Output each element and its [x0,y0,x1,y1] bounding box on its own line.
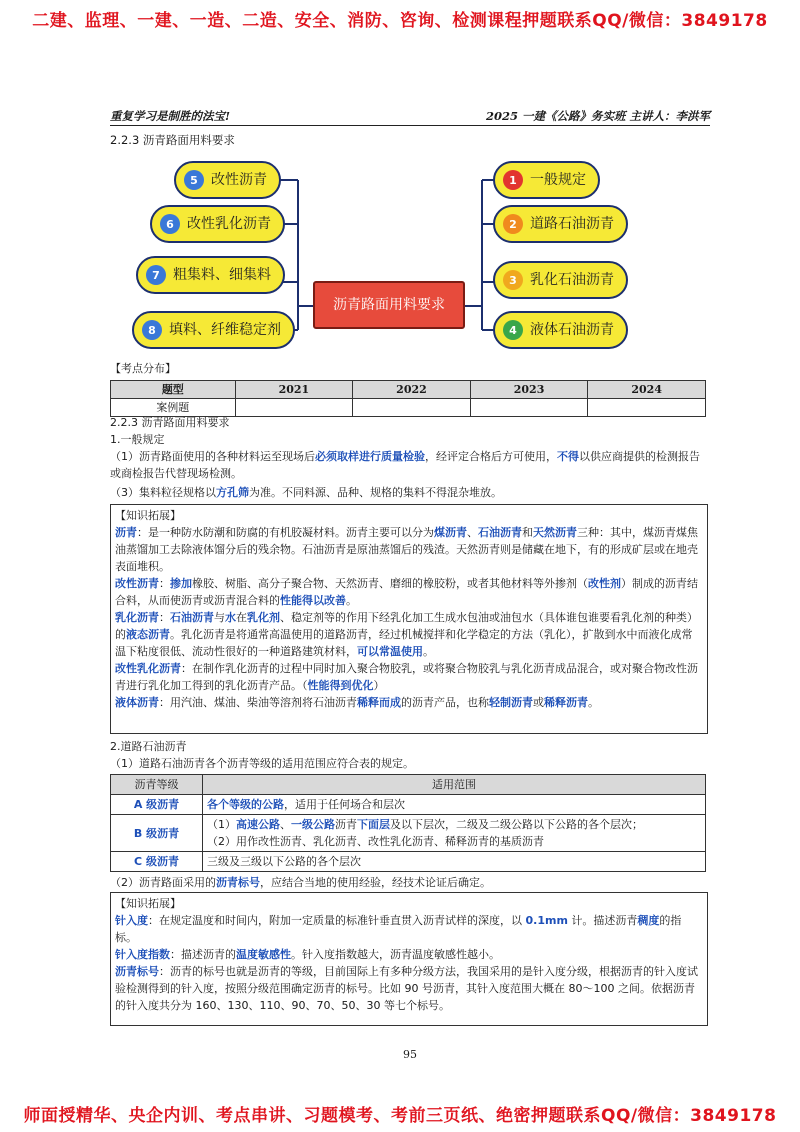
knowledge-box: 【知识拓展】 沥青：是一种防水防潮和防腐的有机胶凝材料。沥青主要可以分为煤沥青、石油沥青和天然沥青三种：其中，煤沥青煤焦油蒸馏加工去除液体馏分后的残余物。石油沥青是原油蒸馏后的残渣。天然沥青则是储藏在地下，有的形成矿层或在地壳表面堆积。 改性沥青：掺加橡胶、树脂、高分子聚合物、天然沥青、磨细的橡胶粉，或者其他材料等外掺剂（改性剂）制成的沥青结合料，从而使沥青或沥青混合料的性能得以改善。 乳化沥青：石油沥青与水在乳化剂、稳定剂等的作用下经乳化加工生成水包油或油包水（具体谁包谁要看乳化剂的种类）的液态沥青。乳化沥青是将通常高温使用的道路沥青，经过机械搅拌和化学稳定的方法（乳化），扩散到水中而液化成常温下粘度很低、流动性很好的一种道路建筑材料，可以常温使用。 改性乳化沥青：在制作乳化沥青的过程中同时加入聚合物胶乳，或将聚合物胶乳与乳化沥青成品混合，或对聚合物改性沥青进行乳化加工得到的乳化沥青产品。（性能得到优化） 液体沥青：用汽油、煤油、柴油等溶剂将石油沥青稀释而成的沥青产品，也称轻制沥青或稀释沥青。 [110,504,708,734]
number-badge-icon: 5 [184,170,204,190]
paragraph: 乳化沥青：石油沥青与水在乳化剂、稳定剂等的作用下经乳化加工生成水包油或油包水（具体谁包谁要看乳化剂的种类）的液态沥青。乳化沥青是将通常高温使用的道路沥青，经过机械搅拌和化学稳定的方法（乳化），扩散到水中而液化成常温下粘度很低、流动性很好的一种道路建筑材料，可以常温使用。 [115,611,698,658]
table-row: C 级沥青 三级及三级以下公路的各个层次 [111,852,706,872]
mindmap-node-3: 3 乳化石油沥青 [493,261,628,299]
paragraph: 沥青：是一种防水防潮和防腐的有机胶凝材料。沥青主要可以分为煤沥青、石油沥青和天然沥青三种：其中，煤沥青煤焦油蒸馏加工去除液体馏分后的残余物。石油沥青是原油蒸馏后的残渣。天然沥青则是储藏在地下，有的形成矿层或在地壳表面堆积。 [115,526,698,573]
mindmap-node-5: 5 改性沥青 [174,161,281,199]
number-badge-icon: 8 [142,320,162,340]
table-row: 案例题 [111,399,706,417]
exam-distribution-table [110,380,706,417]
asphalt-grade-table [110,774,706,872]
number-badge-icon: 7 [146,265,166,285]
paragraph: 液体沥青：用汽油、煤油、柴油等溶剂将石油沥青稀释而成的沥青产品，也称轻制沥青或稀释沥青。 [115,696,599,709]
number-badge-icon: 1 [503,170,523,190]
top-ad-banner: 二建、监理、一建、一造、二造、安全、消防、咨询、检测课程押题联系QQ/微信：3849178 [32,11,768,31]
distribution-title: 【考点分布】 [110,362,176,375]
paragraph: 沥青标号：沥青的标号也就是沥青的等级，目前国际上有多种分级方法，我国采用的是针入度分级，根据沥青的针入度试验检测得到的针入度，按照分级范围确定沥青的标号。比如 90 号沥青，其针入度范围大概在 80～100 之间。依据沥青的针入度共分为 160、130、110、90、70、50、30 等七个标号。 [115,965,698,1012]
number-badge-icon: 3 [503,270,523,290]
sub-title: 2.2.3 沥青路面用料要求 [110,416,230,429]
paragraph: （3）集料粒径规格以方孔筛为准。不同料源、品种、规格的集料不得混杂堆放。 [110,486,502,499]
paragraph: （1）沥青路面使用的各种材料运至现场后必须取样进行质量检验，经评定合格后方可使用，不得以供应商提供的检测报告或商检报告代替现场检测。 [110,450,700,480]
knowledge-box: 【知识拓展】 针入度：在规定温度和时间内，附加一定质量的标准针垂直贯入沥青试样的深度，以 0.1mm 计。描述沥青稠度的指标。 针入度指数：描述沥青的温度敏感性。针入度指数越大，沥青温度敏感性越小。 沥青标号：沥青的标号也就是沥青的等级，目前国际上有多种分级方法，我国采用的是针入度分级，根据沥青的针入度试验检测得到的针入度，按照分级范围确定沥青的标号。比如 90 号沥青，其针入度范围大概在 80～100 之间。依据沥青的针入度共分为 160、130、110、90、70、50、30 等七个标号。 [110,892,708,1026]
table-row: 沥青等级 适用范围 [111,775,706,795]
section-title: 2.2.3 沥青路面用料要求 [110,133,235,147]
paragraph: 改性沥青：掺加橡胶、树脂、高分子聚合物、天然沥青、磨细的橡胶粉，或者其他材料等外掺剂（改性剂）制成的沥青结合料，从而使沥青或沥青混合料的性能得以改善。 [115,577,698,607]
mindmap-node-4: 4 液体石油沥青 [493,311,628,349]
table-row: B 级沥青 （1）高速公路、一级公路沥青下面层及以下层次，二级及二级公路以下公路的各个层次； （2）用作改性沥青、乳化沥青、改性乳化沥青、稀释沥青的基质沥青 [111,815,706,852]
mindmap-node-6: 6 改性乳化沥青 [150,205,285,243]
header-course: 2025 一建《公路》务实班 主讲人：李洪军 [485,109,710,123]
number-badge-icon: 4 [503,320,523,340]
mindmap-node-7: 7 粗集料、细集料 [136,256,285,294]
document-page [110,108,710,1068]
connector-right [465,180,498,330]
header-motto: 重复学习是制胜的法宝! [110,109,231,123]
table-row: A 级沥青 各个等级的公路，适用于任何场合和层次 [111,795,706,815]
connector-left [268,180,313,330]
paragraph: （2）沥青路面采用的沥青标号，应结合当地的使用经验，经技术论证后确定。 [110,876,491,889]
table-row: 题型 2021 2022 2023 2024 [111,381,706,399]
number-badge-icon: 6 [160,214,180,234]
heading-general: 1.一般规定 [110,433,165,446]
mindmap-center-node: 沥青路面用料要求 [313,281,465,329]
paragraph: 针入度指数：描述沥青的温度敏感性。针入度指数越大，沥青温度敏感性越小。 [115,948,500,961]
paragraph: （1）道路石油沥青各个沥青等级的适用范围应符合表的规定。 [110,757,414,770]
heading-road: 2.道路石油沥青 [110,740,187,753]
running-header [110,108,710,126]
page-number: 95 [403,1048,417,1061]
mindmap-node-1: 1 一般规定 [493,161,600,199]
number-badge-icon: 2 [503,214,523,234]
paragraph: 改性乳化沥青：在制作乳化沥青的过程中同时加入聚合物胶乳，或将聚合物胶乳与乳化沥青成品混合，或对聚合物改性沥青进行乳化加工得到的乳化沥青产品。（性能得到优化） [115,662,698,692]
mindmap-node-2: 2 道路石油沥青 [493,205,628,243]
bottom-ad-banner: 师面授精华、央企内训、考点串讲、习题模考、考前三页纸、绝密押题联系QQ/微信：3849178 [23,1106,777,1126]
mindmap-node-8: 8 填料、纤维稳定剂 [132,311,295,349]
paragraph: 针入度：在规定温度和时间内，附加一定质量的标准针垂直贯入沥青试样的深度，以 0.1mm 计。描述沥青稠度的指标。 [115,914,682,944]
